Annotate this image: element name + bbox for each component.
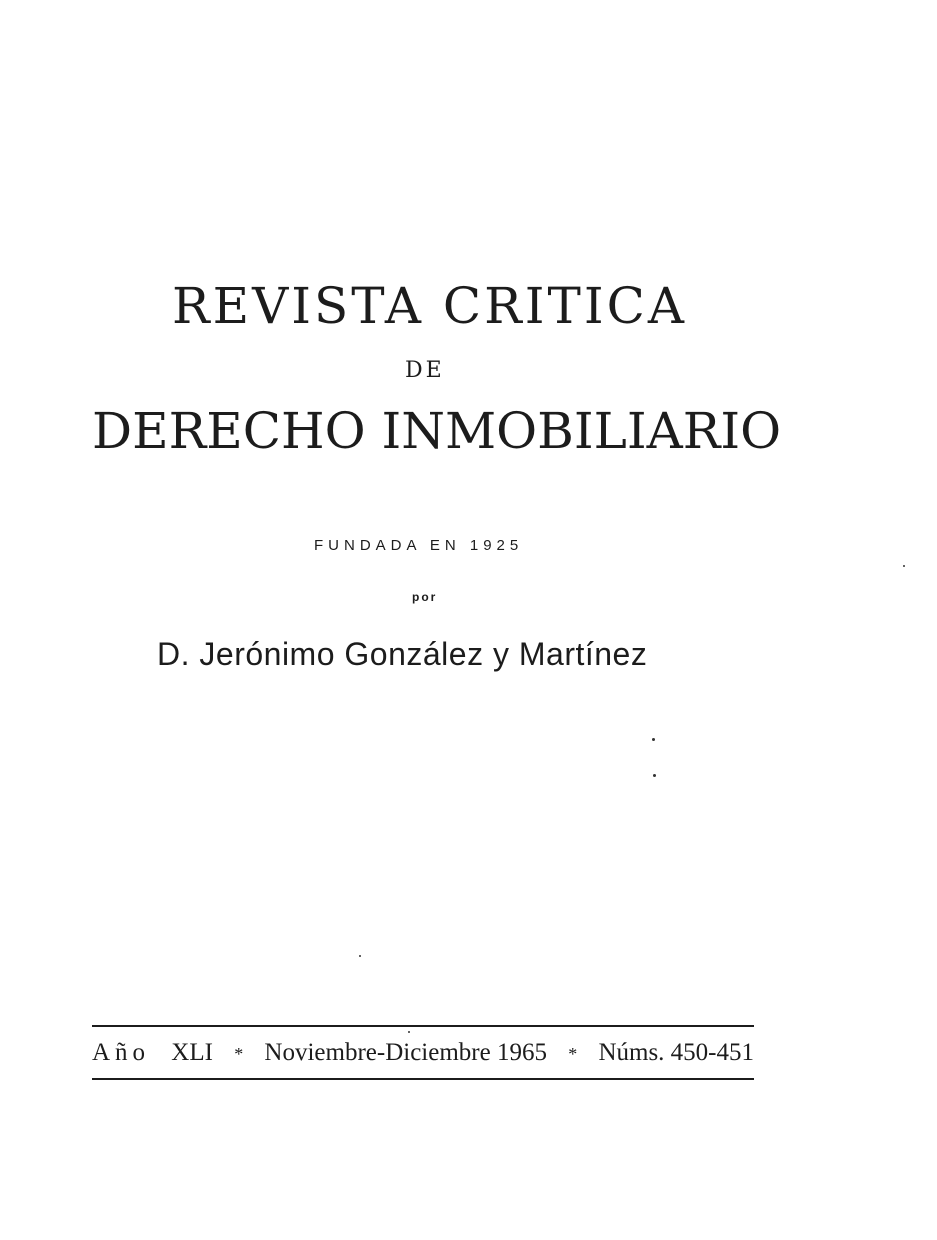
separator-star: * [568,1044,578,1064]
journal-title-line-1: REVISTA CRITICA [172,277,687,335]
scan-speck [408,1031,410,1033]
issue-rule-bottom [92,1078,754,1080]
year-label: Año [92,1039,151,1066]
issue-period: Noviembre-Diciembre 1965 [264,1039,547,1066]
scan-speck [903,565,905,567]
scan-speck [359,955,361,957]
year-value: XLI [171,1039,213,1066]
by-text: por [412,590,438,604]
founded-year-text: FUNDADA EN 1925 [314,537,524,554]
journal-title-line-2: DERECHO INMOBILIARIO [92,402,782,460]
issue-info-line [92,1037,754,1070]
journal-title-connector: DE [405,358,445,383]
scan-speck [652,738,655,741]
separator-star: * [234,1044,244,1064]
founder-name: D. Jerónimo González y Martínez [157,636,648,672]
scan-speck [653,774,656,777]
issue-rule-top [92,1025,754,1027]
issue-numbers: Núms. 450-451 [598,1039,754,1066]
